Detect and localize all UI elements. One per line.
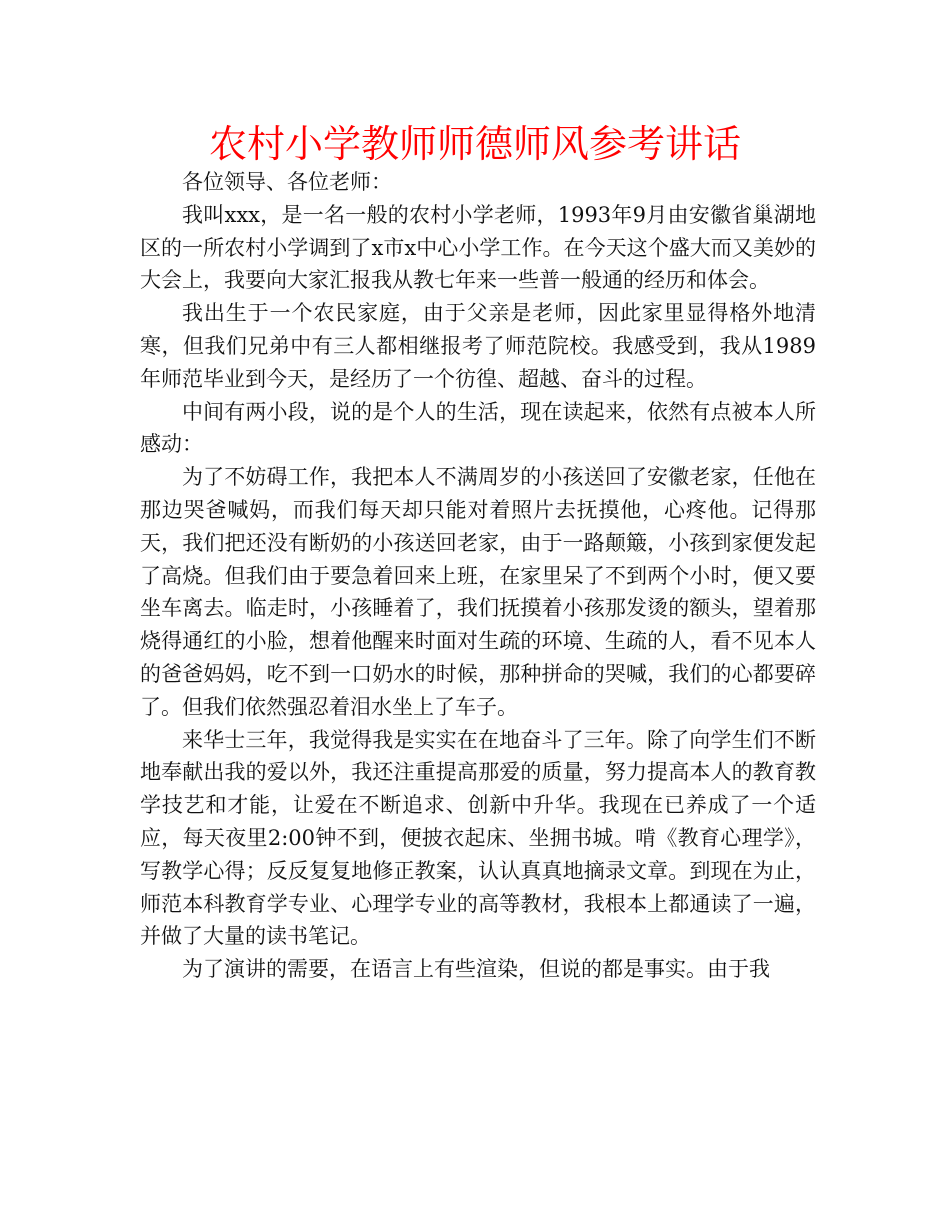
- paragraph-5: 来华士三年，我觉得我是实实在在地奋斗了三年。除了向学生们不断地奉献出我的爱以外，我还注重提高那爱的质量，努力提高本人的教育教学技艺和才能，让爱在不断追求、创新中升华。我现在已养成了一个适应，每天夜里2:00钟不到，便披衣起床、坐拥书城。啃《教育心理学》，写教学心得；反反复复地修正教案，认认真真地摘录文章。到现在为止，师范本科教育学专业、心理学专业的高等教材，我根本上都通读了一遍，并做了大量的读书笔记。: [140, 727, 816, 949]
- paragraph-1: 我叫xxx，是一名一般的农村小学老师，1993年9月由安徽省巢湖地区的一所农村小学调到了x市x中心小学工作。在今天这个盛大而又美妙的大会上，我要向大家汇报我从教七年来一些普一般通的经历和体会。: [140, 202, 816, 293]
- paragraph-2: 我出生于一个农民家庭，由于父亲是老师，因此家里显得格外地清寒，但我们兄弟中有三人都相继报考了师范院校。我感受到，我从1989年师范毕业到今天，是经历了一个彷徨、超越、奋斗的过程。: [140, 301, 816, 391]
- paragraph-6: 为了演讲的需要，在语言上有些渲染，但说的都是事实。由于我: [182, 957, 770, 982]
- paragraph-3: 中间有两小段，说的是个人的生活，现在读起来，依然有点被本人所感动：: [140, 399, 816, 457]
- salutation: 各位领导、各位老师：: [182, 170, 392, 194]
- document-title: 农村小学教师师德师风参考讲话: [208, 122, 741, 166]
- paragraph-4: 为了不妨碍工作，我把本人不满周岁的小孩送回了安徽老家，任他在那边哭爸喊妈，而我们每天却只能对着照片去抚摸他，心疼他。记得那天，我们把还没有断奶的小孩送回老家，由于一路颠簸，小孩到家便发起了高烧。但我们由于要急着回来上班，在家里呆了不到两个小时，便又要坐车离去。临走时，小孩睡着了，我们抚摸着小孩那发烫的额头，望着那烧得通红的小脸，想着他醒来时面对生疏的环境、生疏的人，看不见本人的爸爸妈妈，吃不到一口奶水的时候，那种拼命的哭喊，我们的心都要碎了。但我们依然强忍着泪水坐上了车子。: [140, 465, 816, 719]
- document-body: [140, 166, 816, 986]
